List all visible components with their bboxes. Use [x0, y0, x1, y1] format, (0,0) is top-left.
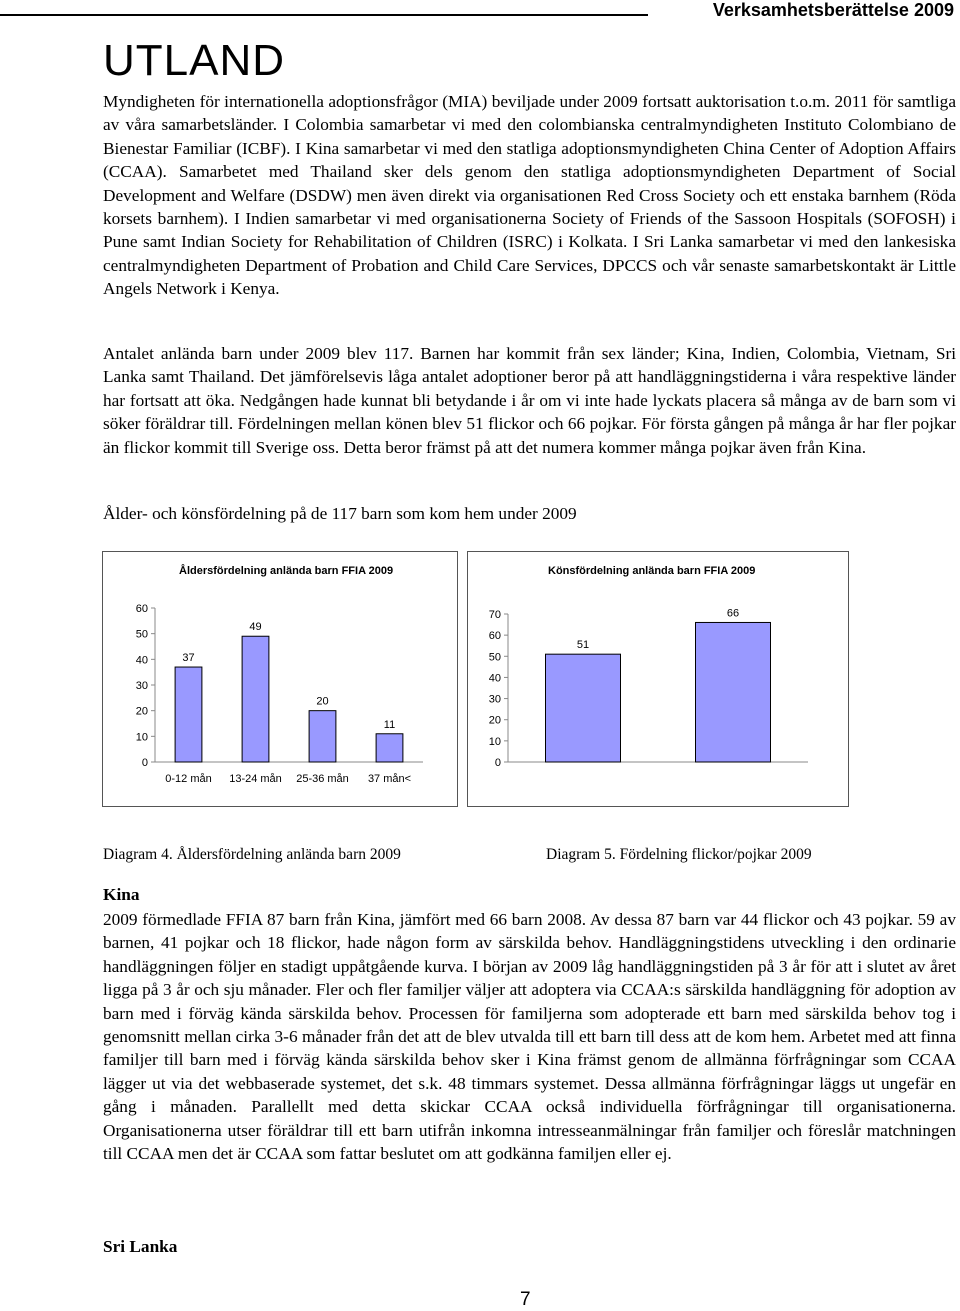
distribution-heading: Ålder- och könsfördelning på de 117 barn som kom hem under 2009	[103, 504, 577, 523]
y-tick-label: 40	[135, 654, 148, 667]
data-label: 20	[316, 695, 329, 708]
diagram-5-caption: Diagram 5. Fördelning flickor/pojkar 2009	[546, 846, 812, 863]
diagram-4-caption: Diagram 4. Åldersfördelning anlända barn 2009	[103, 846, 401, 863]
x-tick-label: 25-36 mån	[296, 773, 349, 785]
data-label: 51	[576, 639, 590, 652]
y-tick-label: 10	[488, 735, 501, 748]
gender-chart-svg	[468, 552, 848, 806]
age-distribution-chart	[102, 551, 458, 807]
x-tick-label: 13-24 mån	[229, 773, 282, 785]
arrivals-paragraph: Antalet anlända barn under 2009 blev 117. Barnen har kommit från sex länder; Kina, Indien, Colombia, Vietnam, Sri Lanka samt Thailand. Det jämförelsevis låga antalet adoptioner beror på att handläggningstiderna i våra respektive länder har fortsatt att öka. Nedgången hade kunnat bli betydande i år om vi inte hade lyckats placera så många av de barn som vi söker föräldrar till. Fördelningen mellan könen blev 51 flickor och 66 pojkar. För första gången på många år har fler pojkar än flickor kommit till Sverige oss. Detta beror främst på att det numera kommer många pojkar även från Kina.	[103, 344, 956, 457]
report-title: Verksamhetsberättelse 2009	[712, 0, 954, 20]
section-heading-sri-lanka: Sri Lanka	[103, 1237, 178, 1256]
gender-distribution-chart	[467, 551, 849, 807]
y-tick-label: 50	[135, 628, 148, 641]
data-label: 49	[249, 621, 262, 634]
y-tick-label: 20	[135, 705, 148, 718]
age-chart-svg	[103, 552, 457, 806]
y-tick-label: 20	[488, 714, 501, 727]
x-tick-label: 37 mån<	[367, 773, 412, 785]
x-tick-label: 0-12 mån	[165, 773, 212, 785]
y-tick-label: 0	[141, 757, 148, 769]
chart-bar	[175, 667, 202, 762]
chart-bar	[376, 734, 403, 762]
y-tick-label: 10	[135, 731, 148, 744]
chart-title: Åldersfördelning anlända barn FFIA 2009	[179, 565, 394, 577]
header-rule	[0, 14, 648, 16]
page-title: UTLAND	[103, 36, 286, 85]
y-tick-label: 40	[488, 672, 501, 685]
chart-bar	[546, 654, 621, 762]
y-tick-label: 60	[135, 603, 148, 615]
kina-paragraph: 2009 förmedlade FFIA 87 barn från Kina, jämfört med 66 barn 2008. Av dessa 87 barn var 44 flickor och 43 pojkar. 59 av barnen, 41 pojkar och 18 flickor, hade någon form av särskilda behov. Handläggningstidens utveckling i den ordinarie handläggningen följer en stadigt uppåtgående kurva. I början av 2009 låg handläggningstiden på 3 år för att i slutet av året ligga på 3 år och sju månader. Fler och fler familjer väljer att adoptera via CCAA:s särskilda handläggning för adoption av barn med i förväg kända särskilda behov. Processen för familjerna som adopterade ett barn med särskilda behov tog i genomsnitt mellan cirka 3-6 månader från det att de blev utvalda till ett barn till dess att de kom hem. Arbetet med att finna familjer till barn med i förväg kända särskilda behov sker i Kina främst genom de allmänna förfrågningar som CCAA lägger ut via det webbaserade systemet, det s.k. 48 timmars systemet. Dessa allmänna förfrågningar läggs ut ungefär en gång i månaden. Parallellt med detta skickar CCAA också individuella förfrågningar till organisationerna. Organisationerna utser föräldrar till ett barn utifrån inkomna intresseanmälningar från familjer och föreslår matchningen till CCAA men det är CCAA som fattar beslutet om att godkänna familjen eller ej.	[103, 910, 956, 1164]
chart-bar	[309, 711, 336, 762]
data-label: 11	[383, 718, 396, 731]
data-label: 37	[182, 652, 195, 665]
chart-title: Könsfördelning anlända barn FFIA 2009	[548, 565, 756, 577]
page-number: 7	[520, 1289, 531, 1310]
chart-bar	[242, 636, 269, 762]
intro-paragraph: Myndigheten för internationella adoptionsfrågor (MIA) beviljade under 2009 fortsatt auktorisation t.o.m. 2011 för samtliga av våra samarbetsländer. I Colombia samarbetar vi med den colombianska centralmyndigheten Instituto Colombiano de Bienestar Familiar (ICBF). I Kina samarbetar vi med den statliga adoptionsmyndigheten China Center of Adoption Affairs (CCAA). Samarbetet med Thailand sker dels genom den statliga adoptionsmyndigheten Department of Social Development and Welfare (DSDW) men även direkt via organisationen Red Cross Society och ett enstaka barnhem (Röda korsets barnhem). I Indien samarbetar vi med organisationerna Society of Friends of the Sassoon Hospitals (SOFOSH) i Pune samt Indian Society for Rehabilitation of Children (ISRC) i Kolkata. I Sri Lanka samarbetar vi med den lankesiska centralmyndigheten Department of Probation and Child Care Services, DPCCS och vår senaste samarbetskontakt är Little Angels Network i Kenya.	[103, 92, 956, 299]
section-heading-kina: Kina	[103, 885, 140, 904]
y-tick-label: 30	[488, 693, 501, 706]
y-tick-label: 60	[488, 630, 501, 643]
y-tick-label: 50	[488, 651, 501, 664]
y-tick-label: 30	[135, 680, 148, 692]
y-tick-label: 70	[488, 609, 501, 621]
data-label: 66	[726, 607, 740, 620]
y-tick-label: 0	[494, 757, 501, 769]
chart-bar	[696, 622, 771, 762]
